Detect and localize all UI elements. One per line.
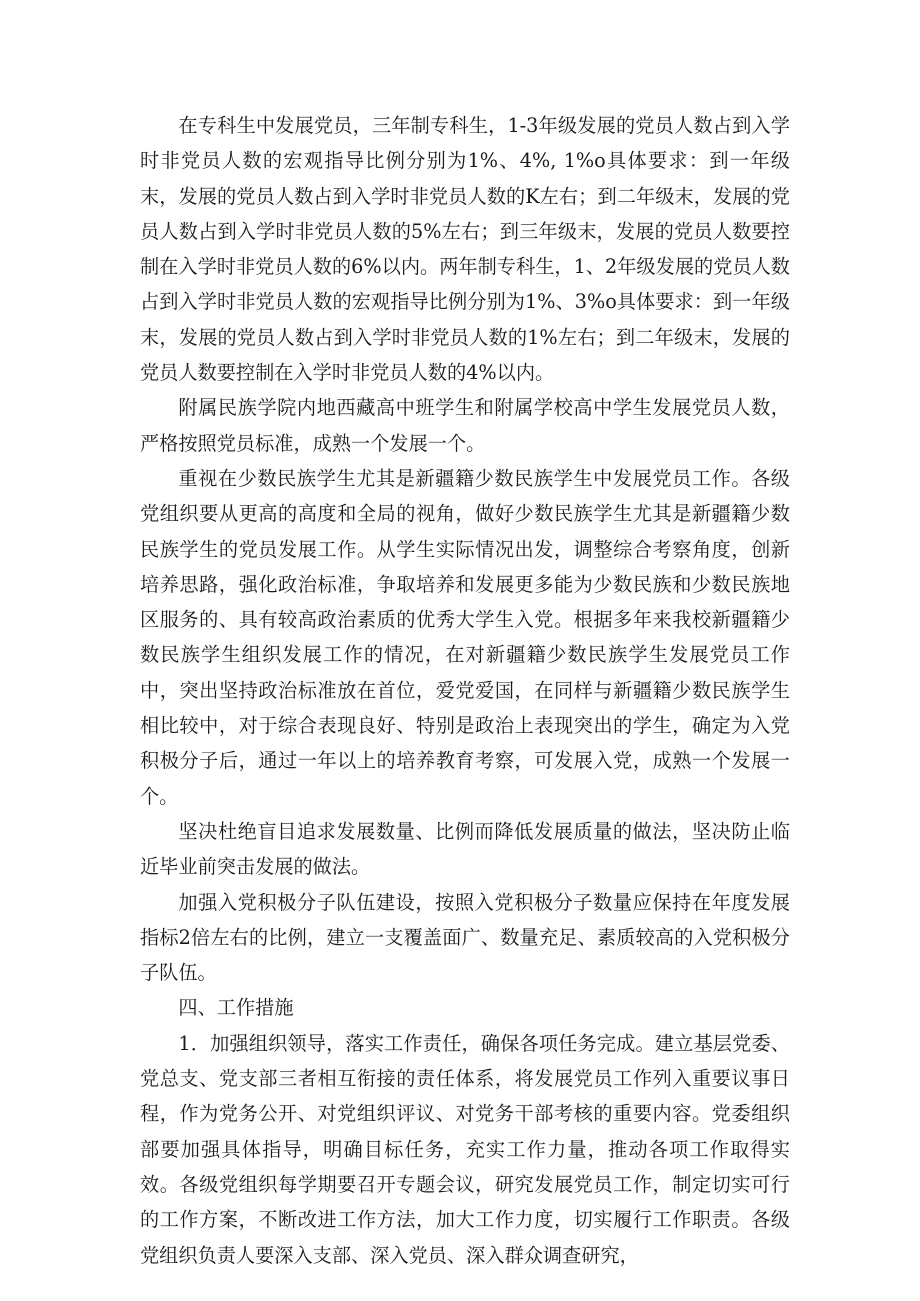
paragraph-quality-control: 坚决杜绝盲目追求发展数量、比例而降低发展质量的做法，坚决防止临近毕业前突击发展的做法。 bbox=[140, 819, 790, 879]
paragraph-minority-students: 重视在少数民族学生尤其是新疆籍少数民族学生中发展党员工作。各级党组织要从更高的高度和全局的视角，做好少数民族学生尤其是新疆籍少数民族学生的党员发展工作。从学生实际情况出发，调整综合考察角度，创新培养思路，强化政治标准，争取培养和发展更多能为少数民族和少数民族地区服务的、具有较高政治素质的优秀大学生入党。根据多年来我校新疆籍少数民族学生组织发展工作的情况，在对新疆籍少数民族学生发展党员工作中，突出坚持政治标准放在首位，爱党爱国，在同样与新疆籍少数民族学生相比较中，对于综合表现良好、特别是政治上表现突出的学生，确定为入党积极分子后，通过一年以上的培养教育考察，可发展入党，成熟一个发展一个。 bbox=[140, 466, 790, 808]
paragraph-ethnic-college: 附属民族学院内地西藏高中班学生和附属学校高中学生发展党员人数，严格按照党员标准，成熟一个发展一个。 bbox=[140, 396, 790, 455]
paragraph-measure-1: 1．加强组织领导，落实工作责任，确保各项任务完成。建立基层党委、党总支、党支部三者相互衔接的责任体系，将发展党员工作列入重要议事日程，作为党务公开、对党组织评议、对党务干部考核的重要内容。党委组织部要加强具体指导，明确目标任务，充实工作力量，推动各项工作取得实效。各级党组织每学期要召开专题会议，研究发展党员工作，制定切实可行的工作方案，不断改进工作方法，加大工作力度，切实履行工作职责。各级党组织负责人要深入支部、深入党员、深入群众调查研究， bbox=[140, 1031, 790, 1267]
section-heading-measures: 四、工作措施 bbox=[178, 996, 294, 1020]
paragraph-junior-college-quota: 在专科生中发展党员，三年制专科生，1-3年级发展的党员人数占到入学时非党员人数的宏观指导比例分别为1%、4%, 1%o具体要求：到一年级末，发展的党员人数占到入学时非党员人数的K左右；到二年级末，发展的党员人数占到入学时非党员人数的5%左右；到三年级末，发展的党员人数要控制在入学时非党员人数的6%以内。两年制专科生，1、2年级发展的党员人数占到入学时非党员人数的宏观指导比例分别为1%、3%o具体要求：到一年级末，发展的党员人数占到入学时非党员人数的1%左右；到二年级末，发展的党员人数要控制在入学时非党员人数的4%以内。 bbox=[140, 114, 790, 385]
document-body bbox=[140, 108, 790, 1273]
paragraph-activist-team: 加强入党积极分子队伍建设，按照入党积极分子数量应保持在年度发展指标2倍左右的比例，建立一支覆盖面广、数量充足、素质较高的入党积极分子队伍。 bbox=[140, 890, 790, 985]
